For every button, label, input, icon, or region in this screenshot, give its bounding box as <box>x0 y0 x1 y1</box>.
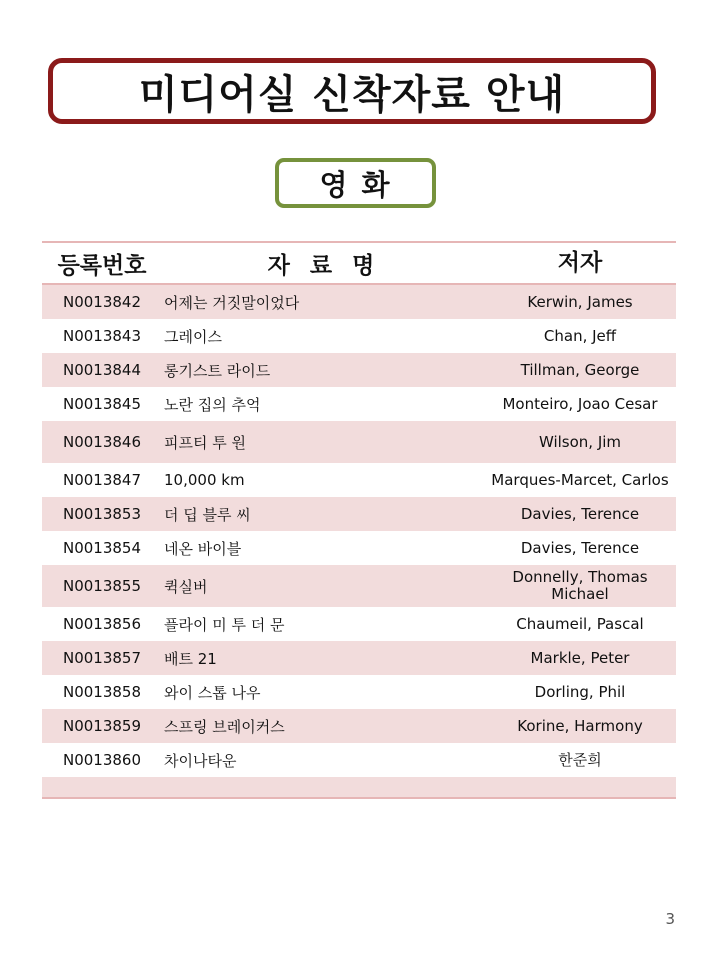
header-number: 등록번호 <box>57 252 147 279</box>
row-title: 노란 집의 추억 <box>164 395 261 414</box>
row-number: N0013855 <box>62 577 142 595</box>
table-row <box>42 743 676 777</box>
row-title: 차이나타운 <box>164 751 237 770</box>
row-author: Markle, Peter <box>530 648 630 667</box>
row-author: Monteiro, Joao Cesar <box>502 394 658 413</box>
row-title: 네온 바이블 <box>164 539 242 558</box>
table-row <box>42 387 676 421</box>
category-label: 영 화 <box>275 158 436 208</box>
table-row <box>42 463 676 497</box>
table-row <box>42 421 676 463</box>
row-title: 10,000 km <box>164 471 245 489</box>
header-title: 자 료 명 <box>267 252 381 279</box>
row-author: Donnelly, Thomas Michael <box>512 568 648 603</box>
row-author: Kerwin, James <box>527 292 633 311</box>
row-author: 한준희 <box>558 750 602 769</box>
row-author: Marques-Marcet, Carlos <box>491 470 669 489</box>
row-number: N0013859 <box>62 717 142 735</box>
row-author: Dorling, Phil <box>534 682 626 701</box>
row-number: N0013858 <box>62 683 142 701</box>
table-row-empty <box>42 777 676 797</box>
table-row <box>42 285 676 319</box>
row-number: N0013842 <box>62 293 142 311</box>
table-row <box>42 607 676 641</box>
row-number: N0013847 <box>62 471 142 489</box>
row-title: 플라이 미 투 더 문 <box>164 615 285 634</box>
table-row <box>42 319 676 353</box>
row-number: N0013860 <box>62 751 142 769</box>
row-title: 배트 21 <box>164 649 217 668</box>
row-title: 와이 스톱 나우 <box>164 683 261 702</box>
row-title: 롱기스트 라이드 <box>164 361 271 380</box>
page-title: 미디어실 신착자료 안내 <box>48 58 656 124</box>
row-number: N0013843 <box>62 327 142 345</box>
row-author: Chan, Jeff <box>543 326 617 345</box>
table-body <box>42 285 676 777</box>
row-title: 어제는 거짓말이었다 <box>164 293 300 312</box>
table-row <box>42 497 676 531</box>
table-header <box>42 243 676 285</box>
table-row <box>42 353 676 387</box>
table-row <box>42 709 676 743</box>
row-author: Tillman, George <box>520 360 640 379</box>
row-author: Korine, Harmony <box>517 716 643 735</box>
table-row <box>42 675 676 709</box>
row-title: 그레이스 <box>164 327 222 346</box>
row-number: N0013844 <box>62 361 142 379</box>
table-row <box>42 641 676 675</box>
row-title: 스프링 브레이커스 <box>164 717 285 736</box>
row-number: N0013846 <box>62 433 142 451</box>
row-number: N0013845 <box>62 395 142 413</box>
row-author: Chaumeil, Pascal <box>516 614 644 633</box>
row-author: Davies, Terence <box>520 504 640 523</box>
page-number: 3 <box>665 910 675 928</box>
new-arrivals-table <box>42 241 676 799</box>
row-number: N0013853 <box>62 505 142 523</box>
row-number: N0013854 <box>62 539 142 557</box>
row-title: 피프티 투 원 <box>164 433 246 452</box>
header-author: 저자 <box>557 249 603 276</box>
row-title: 더 딥 블루 씨 <box>164 505 251 524</box>
row-title: 퀵실버 <box>164 577 208 596</box>
row-number: N0013857 <box>62 649 142 667</box>
row-author: Davies, Terence <box>520 538 640 557</box>
table-row <box>42 565 676 607</box>
row-number: N0013856 <box>62 615 142 633</box>
table-row <box>42 531 676 565</box>
row-author: Wilson, Jim <box>538 432 622 451</box>
